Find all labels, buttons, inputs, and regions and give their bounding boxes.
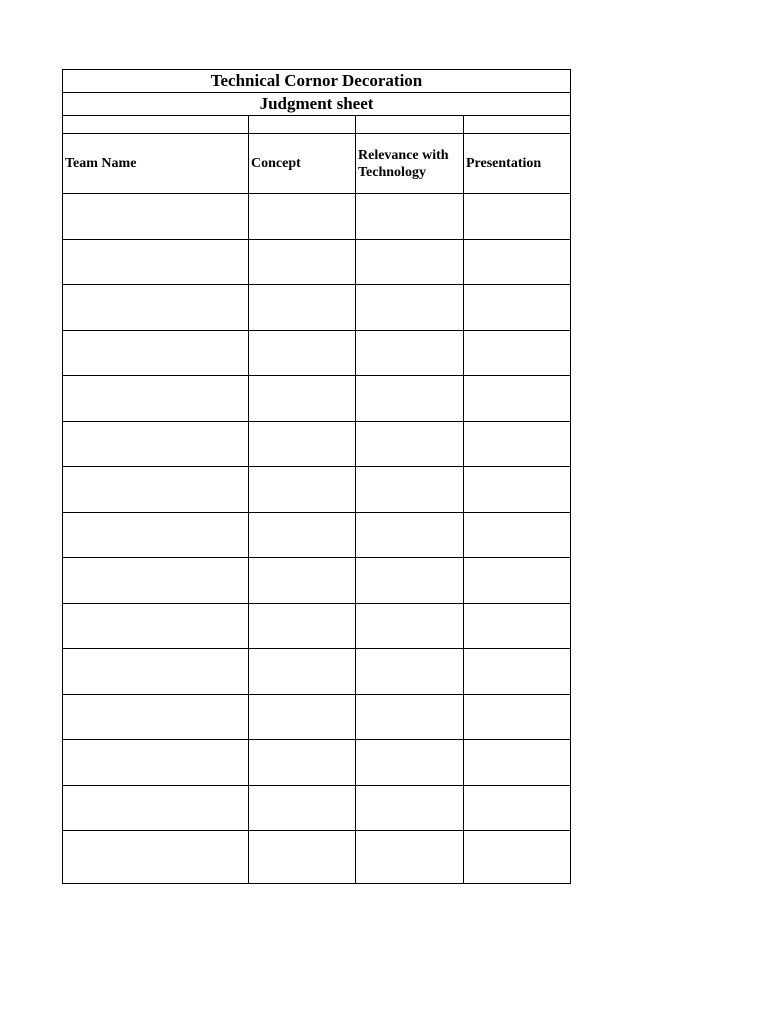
spacer-cell xyxy=(63,116,249,134)
cell-presentation xyxy=(464,239,571,285)
title-row xyxy=(63,70,571,93)
column-header-concept xyxy=(249,134,356,194)
cell-presentation xyxy=(464,512,571,558)
cell-team-name xyxy=(63,740,249,786)
cell-relevance xyxy=(356,694,464,740)
table-row xyxy=(63,239,571,285)
cell-relevance xyxy=(356,239,464,285)
spacer-cell xyxy=(356,116,464,134)
cell-relevance xyxy=(356,285,464,331)
cell-concept xyxy=(249,694,356,740)
table-row xyxy=(63,285,571,331)
table-row xyxy=(63,330,571,376)
table-row xyxy=(63,421,571,467)
cell-presentation xyxy=(464,694,571,740)
spacer-row xyxy=(63,116,571,134)
cell-presentation xyxy=(464,649,571,695)
cell-relevance xyxy=(356,421,464,467)
cell-concept xyxy=(249,785,356,831)
cell-presentation xyxy=(464,421,571,467)
cell-presentation xyxy=(464,330,571,376)
table-row xyxy=(63,649,571,695)
sheet-title: Technical Cornor Decoration xyxy=(63,70,571,93)
cell-team-name xyxy=(63,239,249,285)
table-row xyxy=(63,467,571,513)
cell-presentation xyxy=(464,831,571,884)
table-row xyxy=(63,785,571,831)
cell-presentation xyxy=(464,467,571,513)
cell-relevance xyxy=(356,467,464,513)
cell-team-name xyxy=(63,421,249,467)
cell-presentation xyxy=(464,603,571,649)
cell-relevance xyxy=(356,740,464,786)
column-header-label: Concept xyxy=(251,156,301,171)
cell-concept xyxy=(249,740,356,786)
cell-concept xyxy=(249,467,356,513)
cell-relevance xyxy=(356,376,464,422)
cell-concept xyxy=(249,330,356,376)
header-row xyxy=(63,134,571,194)
table-row xyxy=(63,831,571,884)
cell-team-name xyxy=(63,285,249,331)
cell-concept xyxy=(249,376,356,422)
column-header-relevance xyxy=(356,134,464,194)
cell-concept xyxy=(249,512,356,558)
cell-team-name xyxy=(63,785,249,831)
cell-team-name xyxy=(63,467,249,513)
cell-team-name xyxy=(63,603,249,649)
table-row xyxy=(63,376,571,422)
cell-relevance xyxy=(356,785,464,831)
table-row xyxy=(63,512,571,558)
cell-concept xyxy=(249,194,356,240)
judgment-sheet-table xyxy=(62,69,571,884)
cell-presentation xyxy=(464,785,571,831)
table-row xyxy=(63,694,571,740)
cell-team-name xyxy=(63,512,249,558)
cell-concept xyxy=(249,649,356,695)
cell-team-name xyxy=(63,330,249,376)
subtitle-row xyxy=(63,93,571,116)
cell-relevance xyxy=(356,512,464,558)
cell-concept xyxy=(249,285,356,331)
cell-concept xyxy=(249,421,356,467)
cell-concept xyxy=(249,603,356,649)
cell-relevance xyxy=(356,831,464,884)
cell-presentation xyxy=(464,194,571,240)
column-header-presentation xyxy=(464,134,571,194)
table-row xyxy=(63,603,571,649)
table-row xyxy=(63,740,571,786)
judgment-sheet-body xyxy=(63,70,571,884)
cell-team-name xyxy=(63,649,249,695)
column-header-label: Presentation xyxy=(466,156,542,171)
column-header-label-line-2: Technology xyxy=(358,164,426,180)
table-row xyxy=(63,558,571,604)
cell-team-name xyxy=(63,558,249,604)
cell-team-name xyxy=(63,194,249,240)
cell-relevance xyxy=(356,194,464,240)
spacer-cell xyxy=(464,116,571,134)
cell-concept xyxy=(249,239,356,285)
table-row xyxy=(63,194,571,240)
cell-presentation xyxy=(464,740,571,786)
cell-team-name xyxy=(63,376,249,422)
cell-concept xyxy=(249,558,356,604)
cell-relevance xyxy=(356,603,464,649)
sheet-subtitle: Judgment sheet xyxy=(63,93,571,116)
cell-presentation xyxy=(464,376,571,422)
cell-concept xyxy=(249,831,356,884)
column-header-team-name xyxy=(63,134,249,194)
cell-relevance xyxy=(356,330,464,376)
column-header-label: Team Name xyxy=(65,156,137,171)
spacer-cell xyxy=(249,116,356,134)
cell-relevance xyxy=(356,558,464,604)
column-header-label-line-1: Relevance with xyxy=(358,147,449,163)
cell-presentation xyxy=(464,558,571,604)
cell-team-name xyxy=(63,694,249,740)
cell-relevance xyxy=(356,649,464,695)
cell-presentation xyxy=(464,285,571,331)
cell-team-name xyxy=(63,831,249,884)
